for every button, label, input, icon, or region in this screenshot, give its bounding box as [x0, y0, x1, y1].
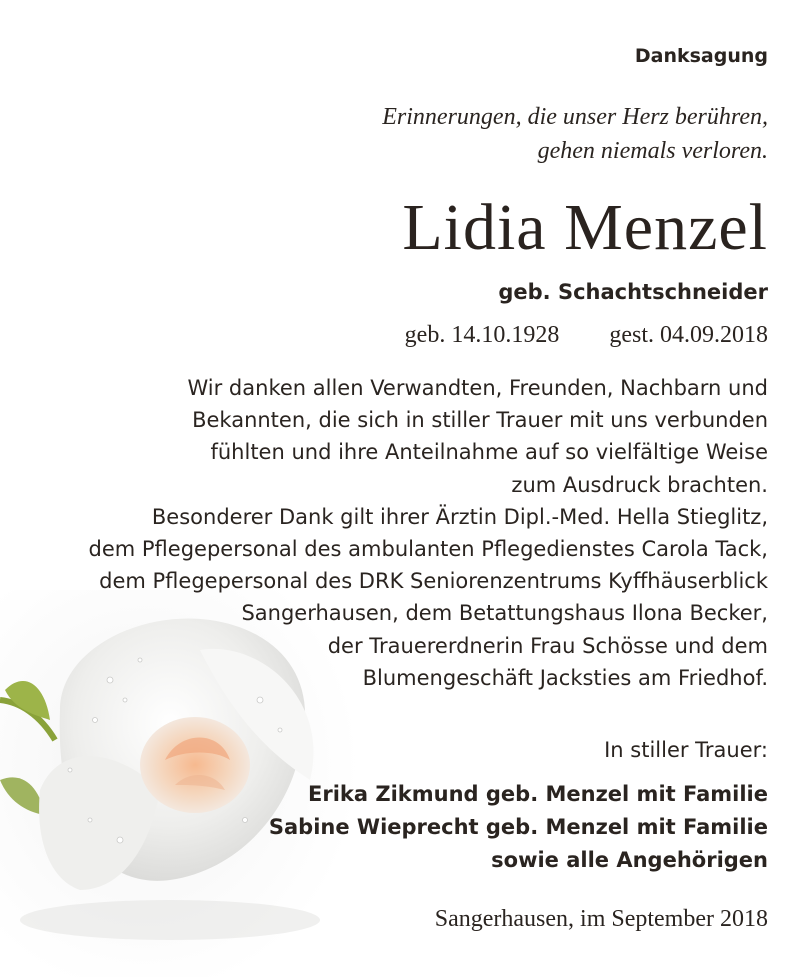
body-line: fühlten und ihre Anteilnahme auf so vielfältige Weise	[210, 440, 768, 465]
thank-you-text	[89, 372, 769, 694]
body-line: Sangerhausen, dem Betattungshaus Ilona Becker,	[241, 601, 768, 626]
body-line: Besonderer Dank gilt ihrer Ärztin Dipl.-Med. Hella Stieglitz,	[151, 504, 768, 529]
mourners-list	[269, 778, 768, 877]
body-line: dem Pflegepersonal des ambulanten Pflegedienstes Carola Tack,	[88, 537, 768, 562]
life-dates	[405, 322, 768, 349]
place-and-date: Sangerhausen, im September 2018	[434, 906, 768, 932]
motto-line: Erinnerungen, die unser Herz berühren,	[382, 104, 768, 130]
body-line: dem Pflegepersonal des DRK Seniorenzentrums Kyffhäuserblick	[99, 569, 768, 594]
motto-line: gehen niemals verloren.	[537, 138, 768, 164]
body-line: der Trauererdnerin Frau Schösse und dem	[327, 633, 768, 658]
mourner-line: Erika Zikmund geb. Menzel mit Familie	[308, 782, 768, 806]
body-line: Wir danken allen Verwandten, Freunden, Nachbarn und	[187, 376, 768, 400]
mourner-line: sowie alle Angehörigen	[491, 848, 768, 872]
deceased-name: Lidia Menzel	[402, 191, 768, 264]
body-line: zum Ausdruck brachten.	[511, 472, 768, 497]
birth-date: geb. 14.10.1928	[404, 322, 560, 348]
mourner-line: Sabine Wieprecht geb. Menzel mit Familie	[268, 815, 768, 839]
memorial-motto	[382, 100, 768, 168]
mourning-intro: In stiller Trauer:	[604, 738, 768, 762]
body-line: Bekannten, die sich in stiller Trauer mit uns verbunden	[192, 408, 768, 433]
notice-heading: Danksagung	[634, 45, 768, 67]
death-date: gest. 04.09.2018	[609, 322, 768, 348]
body-line: Blumengeschäft Jacksties am Friedhof.	[362, 665, 768, 690]
maiden-name: geb. Schachtschneider	[498, 280, 768, 304]
